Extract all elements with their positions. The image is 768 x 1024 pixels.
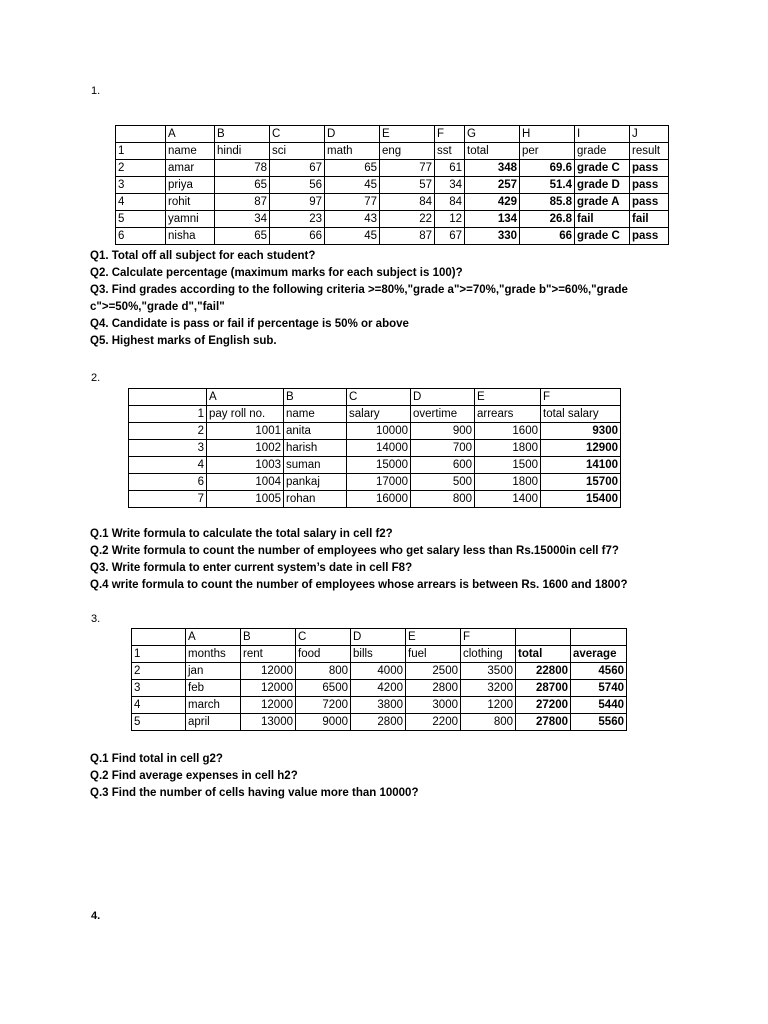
table-cell	[129, 389, 207, 406]
table-cell: B	[284, 389, 347, 406]
table-cell: 27200	[516, 697, 571, 714]
table-cell: anita	[284, 423, 347, 440]
table-cell: 5440	[571, 697, 627, 714]
table-cell: 2200	[406, 714, 461, 731]
table-cell: pass	[630, 177, 669, 194]
table-cell: march	[186, 697, 241, 714]
table-row	[116, 160, 669, 177]
table-cell: 51.4	[520, 177, 575, 194]
table-cell: 14100	[541, 457, 621, 474]
table-cell: 900	[411, 423, 475, 440]
table-cell: G	[465, 126, 520, 143]
table-cell: 77	[325, 194, 380, 211]
question-line: Q.1 Find total in cell g2?	[90, 753, 223, 765]
table-cell: 15700	[541, 474, 621, 491]
table-cell: 34	[215, 211, 270, 228]
table-cell: nisha	[166, 228, 215, 245]
table-cell: salary	[347, 406, 411, 423]
table-cell: 600	[411, 457, 475, 474]
table-cell: rohan	[284, 491, 347, 508]
table-cell: 15400	[541, 491, 621, 508]
table-cell: 26.8	[520, 211, 575, 228]
table-cell: C	[347, 389, 411, 406]
table-cell: 22800	[516, 663, 571, 680]
table-cell: harish	[284, 440, 347, 457]
table-cell: 3200	[461, 680, 516, 697]
table-cell: 800	[461, 714, 516, 731]
table-cell: 1200	[461, 697, 516, 714]
table-cell: 14000	[347, 440, 411, 457]
table-cell: 12	[435, 211, 465, 228]
table-cell: total salary	[541, 406, 621, 423]
table-cell: 97	[270, 194, 325, 211]
question-line: Q5. Highest marks of English sub.	[90, 335, 277, 347]
table-cell: 1	[116, 143, 166, 160]
table-cell: 4000	[351, 663, 406, 680]
table-cell: 22	[380, 211, 435, 228]
table-cell: I	[575, 126, 630, 143]
table-cell: feb	[186, 680, 241, 697]
table-cell: name	[166, 143, 215, 160]
table-cell: 9000	[296, 714, 351, 731]
table-row	[129, 491, 621, 508]
table-header-row	[116, 143, 669, 160]
questions-section-2	[90, 526, 627, 594]
question-line: Q1. Total off all subject for each student?	[90, 250, 316, 262]
table-cell: J	[630, 126, 669, 143]
table-cell: 134	[465, 211, 520, 228]
table-cell: 56	[270, 177, 325, 194]
table-cell: 3	[129, 440, 207, 457]
table-cell: 23	[270, 211, 325, 228]
table-cell: pankaj	[284, 474, 347, 491]
table-cell: 12000	[241, 680, 296, 697]
table-cell: total	[465, 143, 520, 160]
table-cell: 61	[435, 160, 465, 177]
section-number-1: 1.	[91, 85, 101, 97]
table-cell: grade D	[575, 177, 630, 194]
table-cell: 87	[380, 228, 435, 245]
table-cell: 5	[116, 211, 166, 228]
table-cell: 2800	[406, 680, 461, 697]
table-cell: 2	[132, 663, 186, 680]
table-cell: 1	[129, 406, 207, 423]
table-cell: 12900	[541, 440, 621, 457]
question-line: Q3. Write formula to enter current system’s date in cell F8?	[90, 562, 413, 574]
table-cell: grade	[575, 143, 630, 160]
table-cell: hindi	[215, 143, 270, 160]
table-cell: 2	[116, 160, 166, 177]
table-cell: 1004	[207, 474, 284, 491]
table-cell: C	[296, 629, 351, 646]
table-row	[129, 474, 621, 491]
section-number-2: 2.	[91, 372, 101, 384]
table-cell: clothing	[461, 646, 516, 663]
marks-table	[115, 125, 669, 245]
table-cell: months	[186, 646, 241, 663]
table-row	[132, 663, 627, 680]
table-cell: 3000	[406, 697, 461, 714]
table-cell: april	[186, 714, 241, 731]
table-cell: E	[475, 389, 541, 406]
table-row	[129, 440, 621, 457]
table-cell: 13000	[241, 714, 296, 731]
table-row	[129, 423, 621, 440]
table-cell: math	[325, 143, 380, 160]
table-cell: 2800	[351, 714, 406, 731]
table-cell: 43	[325, 211, 380, 228]
table-cell: pass	[630, 228, 669, 245]
table-cell: 34	[435, 177, 465, 194]
table-cell: 1001	[207, 423, 284, 440]
table-cell: 9300	[541, 423, 621, 440]
table-cell: 1800	[475, 440, 541, 457]
table-row	[132, 714, 627, 731]
table-cell: average	[571, 646, 627, 663]
table-cell: 3	[116, 177, 166, 194]
table-cell: 57	[380, 177, 435, 194]
table-cell: 330	[465, 228, 520, 245]
table-cell: 2	[129, 423, 207, 440]
table-cell: grade A	[575, 194, 630, 211]
table-cell	[571, 629, 627, 646]
table-cell: 1003	[207, 457, 284, 474]
table-cell	[516, 629, 571, 646]
question-line: Q.1 Write formula to calculate the total salary in cell f2?	[90, 528, 393, 540]
table-cell: grade C	[575, 160, 630, 177]
table-row	[132, 629, 627, 646]
table-cell: 15000	[347, 457, 411, 474]
question-line: Q.2 Find average expenses in cell h2?	[90, 770, 298, 782]
table-cell: 4	[132, 697, 186, 714]
table-cell: 65	[215, 228, 270, 245]
table-cell: fail	[630, 211, 669, 228]
table-cell: F	[541, 389, 621, 406]
question-line: Q.2 Write formula to count the number of employees who get salary less than Rs.15000in cell f7?	[90, 545, 619, 557]
table-cell: 66	[270, 228, 325, 245]
table-cell: eng	[380, 143, 435, 160]
table-cell: grade C	[575, 228, 630, 245]
table-cell: 66	[520, 228, 575, 245]
table-cell: 500	[411, 474, 475, 491]
table-cell: 12000	[241, 663, 296, 680]
question-line: c">=50%,"grade d","fail"	[90, 301, 225, 313]
table-cell: pay roll no.	[207, 406, 284, 423]
table-cell: 67	[270, 160, 325, 177]
table-row	[129, 389, 621, 406]
table-cell: 6	[129, 474, 207, 491]
table-cell: 5560	[571, 714, 627, 731]
table-cell: H	[520, 126, 575, 143]
table-cell: food	[296, 646, 351, 663]
table-row	[132, 697, 627, 714]
table-cell: 87	[215, 194, 270, 211]
table-row	[129, 457, 621, 474]
table-header-row	[132, 646, 627, 663]
table-row	[116, 194, 669, 211]
table-cell: 65	[325, 160, 380, 177]
table-cell: yamni	[166, 211, 215, 228]
table-cell: 5	[132, 714, 186, 731]
table-cell: 4560	[571, 663, 627, 680]
table-cell: per	[520, 143, 575, 160]
table-cell: D	[325, 126, 380, 143]
table-cell: sci	[270, 143, 325, 160]
table-row	[116, 177, 669, 194]
table-cell: priya	[166, 177, 215, 194]
table-cell: rent	[241, 646, 296, 663]
table-cell: 84	[435, 194, 465, 211]
question-line: Q.3 Find the number of cells having value more than 10000?	[90, 787, 419, 799]
table-cell: suman	[284, 457, 347, 474]
table-cell: 3	[132, 680, 186, 697]
table-cell: result	[630, 143, 669, 160]
section-number-3: 3.	[91, 613, 101, 625]
table-cell: B	[241, 629, 296, 646]
table-cell: E	[380, 126, 435, 143]
table-cell: arrears	[475, 406, 541, 423]
table-cell: 1005	[207, 491, 284, 508]
table-cell: 4200	[351, 680, 406, 697]
table-cell: 1600	[475, 423, 541, 440]
table-cell: 1	[132, 646, 186, 663]
table-cell: 45	[325, 177, 380, 194]
table-cell: 257	[465, 177, 520, 194]
section-number-4: 4.	[91, 910, 101, 922]
table-cell: 5740	[571, 680, 627, 697]
table-cell: 1400	[475, 491, 541, 508]
table-cell	[116, 126, 166, 143]
questions-section-1	[90, 248, 628, 350]
question-line: Q.4 write formula to count the number of employees whose arrears is between Rs. 1600 and 1800?	[90, 579, 628, 591]
table-header-row	[129, 406, 621, 423]
table-row	[116, 228, 669, 245]
table-cell: 2500	[406, 663, 461, 680]
table-cell: 4	[116, 194, 166, 211]
table-cell: E	[406, 629, 461, 646]
table-cell: 800	[411, 491, 475, 508]
table-cell: A	[207, 389, 284, 406]
table-cell: 69.6	[520, 160, 575, 177]
table-row	[116, 126, 669, 143]
table-row	[132, 680, 627, 697]
table-cell: C	[270, 126, 325, 143]
table-cell: 4	[129, 457, 207, 474]
table-row	[116, 211, 669, 228]
table-cell: D	[411, 389, 475, 406]
table-cell: pass	[630, 160, 669, 177]
table-cell: 6500	[296, 680, 351, 697]
table-cell: 1002	[207, 440, 284, 457]
table-cell: fail	[575, 211, 630, 228]
salary-table	[128, 388, 621, 508]
table-cell: 429	[465, 194, 520, 211]
table-cell: B	[215, 126, 270, 143]
table-cell: amar	[166, 160, 215, 177]
table-cell: 67	[435, 228, 465, 245]
questions-section-3	[90, 751, 418, 802]
table-cell: 78	[215, 160, 270, 177]
table-cell: F	[435, 126, 465, 143]
table-cell: 65	[215, 177, 270, 194]
expenses-table	[131, 628, 627, 731]
question-line: Q2. Calculate percentage (maximum marks for each subject is 100)?	[90, 267, 463, 279]
table-cell	[132, 629, 186, 646]
table-cell: 12000	[241, 697, 296, 714]
table-cell: overtime	[411, 406, 475, 423]
table-cell: 77	[380, 160, 435, 177]
question-line: Q4. Candidate is pass or fail if percentage is 50% or above	[90, 318, 409, 330]
table-cell: 28700	[516, 680, 571, 697]
table-cell: bills	[351, 646, 406, 663]
table-cell: 16000	[347, 491, 411, 508]
table-cell: 1500	[475, 457, 541, 474]
table-cell: A	[186, 629, 241, 646]
table-cell: sst	[435, 143, 465, 160]
table-cell: 45	[325, 228, 380, 245]
table-cell: 17000	[347, 474, 411, 491]
table-cell: A	[166, 126, 215, 143]
table-cell: F	[461, 629, 516, 646]
table-cell: pass	[630, 194, 669, 211]
table-cell: 6	[116, 228, 166, 245]
table-cell: 84	[380, 194, 435, 211]
table-cell: 700	[411, 440, 475, 457]
table-cell: 3800	[351, 697, 406, 714]
table-cell: total	[516, 646, 571, 663]
table-cell: 10000	[347, 423, 411, 440]
table-cell: 7	[129, 491, 207, 508]
table-cell: 3500	[461, 663, 516, 680]
table-cell: jan	[186, 663, 241, 680]
table-cell: 27800	[516, 714, 571, 731]
table-cell: 85.8	[520, 194, 575, 211]
table-cell: 7200	[296, 697, 351, 714]
table-cell: 348	[465, 160, 520, 177]
table-cell: 1800	[475, 474, 541, 491]
table-cell: rohit	[166, 194, 215, 211]
table-cell: name	[284, 406, 347, 423]
question-line: Q3. Find grades according to the following criteria >=80%,"grade a">=70%,"grade b">=60%,"grade	[90, 284, 628, 296]
table-cell: fuel	[406, 646, 461, 663]
table-cell: D	[351, 629, 406, 646]
table-cell: 800	[296, 663, 351, 680]
